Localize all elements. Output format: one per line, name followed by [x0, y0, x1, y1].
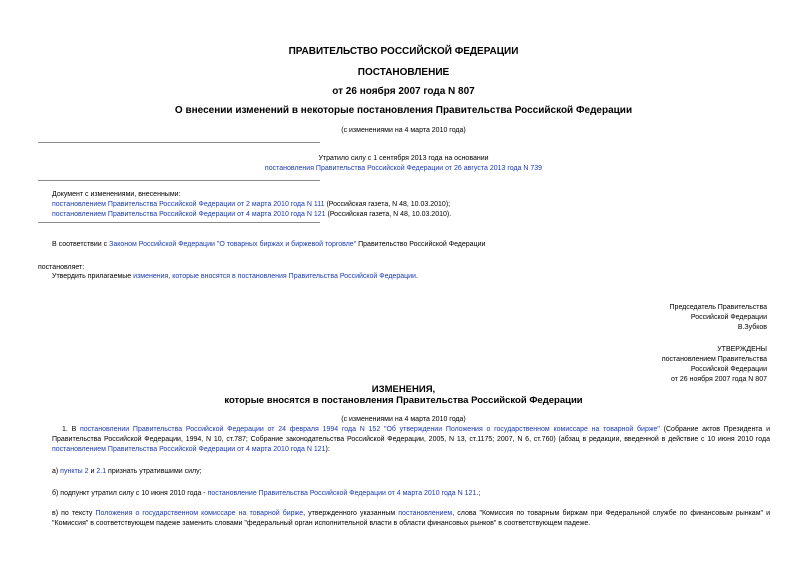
p1-text: (Собрание актов Президента и Правительства Российской Федерации, 1994, N 10, ст.787; Собрание законодательства Российской Федерации, 2005, N 13, ст.1175; 2007, N 6, ст.760) (абзац в редакции, введенной в действие с 10 июня 2010 года	[52, 426, 770, 443]
approve-prefix: Утвердить прилагаемые	[52, 273, 134, 280]
approved-label: УТВЕРЖДЕНЫ	[717, 346, 767, 353]
decree-152-link[interactable]: постановлении Правительства Российской Федерации от 24 февраля 1994 года N 152 "Об утверждении Положения о государственном комиссаре на товарной бирже"	[80, 426, 660, 433]
org-heading: ПРАВИТЕЛЬСТВО РОССИЙСКОЙ ФЕДЕРАЦИИ	[288, 46, 519, 57]
p1-end: ):	[325, 446, 330, 453]
preamble-text: В соответствии с	[52, 241, 110, 248]
doc-type-heading: ПОСТАНОВЛЕНИЕ	[357, 67, 450, 78]
item-a-mid: и	[88, 468, 97, 475]
decides-text: постановляет:	[38, 264, 85, 271]
item-c-prefix: в) по тексту	[52, 510, 96, 517]
signature-subtitle: Российской Федерации	[690, 314, 767, 321]
item-c	[52, 509, 770, 529]
decree-121-link[interactable]: постановление Правительства Российской Федерации от 4 марта 2010 года N 121	[207, 490, 477, 497]
changes-intro: Документ с изменениями, внесенными:	[52, 191, 181, 198]
item-b-end: .;	[476, 490, 481, 497]
item-2-1-link[interactable]: 2.1	[96, 468, 107, 475]
changes-subtitle: которые вносятся в постановления Правительства Российской Федерации	[224, 395, 583, 406]
changes-title: ИЗМЕНЕНИЯ,	[371, 384, 436, 395]
divider	[38, 180, 320, 181]
item-c-mid: , утвержденного указанным	[303, 510, 399, 517]
amend-note: (с изменениями на 4 марта 2010 года)	[341, 127, 466, 134]
approve-link[interactable]: изменения, которые вносятся в постановления Правительства Российской Федерации	[133, 273, 416, 280]
signature-name: В.Зубков	[737, 324, 767, 331]
divider	[38, 142, 320, 143]
decree-link[interactable]: постановлением	[398, 510, 453, 517]
approve-suffix: .	[415, 273, 418, 280]
expired-link[interactable]: постановления Правительства Российской Федерации от 26 августа 2013 года N 739	[264, 165, 543, 172]
preamble-text: Правительство Российской Федерации	[356, 241, 486, 248]
item-a	[52, 467, 202, 476]
item-b-text: б) подпункт утратил силу с 10 июня 2010 года -	[52, 490, 208, 497]
changes-item-tail: (Российская газета, N 48, 10.03.2010).	[325, 211, 452, 218]
changes-item	[52, 210, 451, 219]
approved-line: постановлением Правительства	[661, 356, 767, 363]
paragraph-1	[52, 425, 770, 455]
decree-121-link[interactable]: постановлением Правительства Российской Федерации от 4 марта 2010 года N 121	[52, 446, 326, 453]
approved-line: Российской Федерации	[690, 366, 767, 373]
doc-title: О внесении изменений в некоторые постановления Правительства Российской Федерации	[174, 105, 633, 116]
item-b	[52, 489, 480, 498]
item-2-link[interactable]: пункты 2	[60, 468, 89, 475]
doc-date-number: от 26 ноября 2007 года N 807	[332, 86, 475, 97]
item-a-prefix: а)	[52, 468, 61, 475]
approve-text	[52, 272, 418, 281]
p1-number: 1. В	[62, 426, 80, 433]
signature-title: Председатель Правительства	[669, 304, 767, 311]
regulation-link[interactable]: Положения о государственном комиссаре на товарной бирже	[95, 510, 304, 517]
changes-item	[52, 200, 450, 209]
changes-item-link[interactable]: постановлением Правительства Российской Федерации от 4 марта 2010 года N 121	[52, 211, 326, 218]
changes-note: (с изменениями на 4 марта 2010 года)	[341, 416, 466, 423]
expired-text: Утратило силу с 1 сентября 2013 года на основании	[318, 155, 489, 162]
changes-item-tail: (Российская газета, N 48, 10.03.2010);	[324, 201, 451, 208]
item-c-text: , слова "Комиссия по товарным биржам при Федеральной службе по финансовым рынкам" и "Комиссия" в соответствующем падеже заменить словами "федеральный орган исполнительной власти в области финансовых рынков" в соответствующем падеже.	[52, 510, 771, 527]
approved-line: от 26 ноября 2007 года N 807	[671, 376, 767, 383]
preamble	[52, 240, 485, 249]
divider	[38, 222, 320, 223]
item-a-text: признать утратившими силу;	[106, 468, 202, 475]
law-link[interactable]: Законом Российской Федерации "О товарных биржах и биржевой торговле"	[109, 241, 357, 248]
changes-item-link[interactable]: постановлением Правительства Российской Федерации от 2 марта 2010 года N 111	[52, 201, 325, 208]
